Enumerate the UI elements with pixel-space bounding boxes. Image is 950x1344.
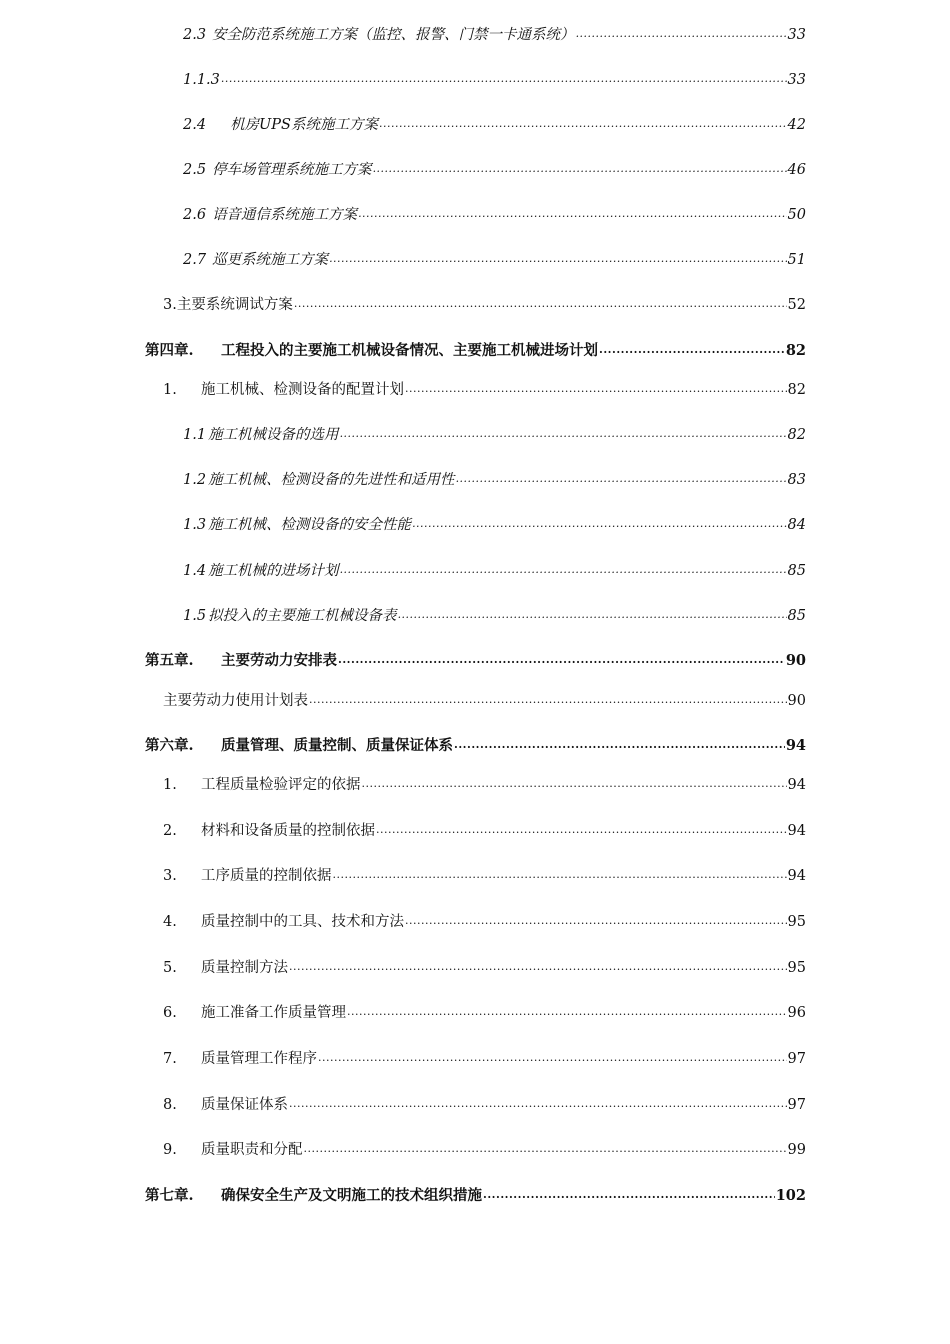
toc-title: 施工机械设备的选用 xyxy=(208,427,339,443)
toc-number: 1.1.3 xyxy=(183,72,220,88)
toc-number: 3. xyxy=(163,297,177,313)
toc-page-number: 94 xyxy=(787,777,806,793)
toc-title: 确保安全生产及文明施工的技术组织措施 xyxy=(221,1187,482,1204)
toc-page-number: 95 xyxy=(787,960,806,976)
toc-leader-dots xyxy=(454,738,785,752)
toc-title: 机房UPS系统施工方案 xyxy=(230,117,378,133)
toc-number: 2.6 xyxy=(183,207,207,223)
toc-title: 质量职责和分配 xyxy=(201,1142,303,1158)
toc-number: 8. xyxy=(163,1097,177,1113)
toc-entry[interactable] xyxy=(183,558,806,580)
toc-number: 4. xyxy=(163,914,177,930)
toc-chapter-number: 第七章. xyxy=(145,1187,194,1204)
toc-page-number: 42 xyxy=(787,117,806,133)
toc-leader-dots xyxy=(376,823,787,837)
toc-entry[interactable] xyxy=(183,467,806,489)
toc-number: 1. xyxy=(163,382,177,398)
toc-chapter-entry[interactable] xyxy=(145,338,806,360)
toc-leader-dots xyxy=(338,653,785,667)
toc-number: 1.4 xyxy=(183,563,207,579)
toc-leader-dots xyxy=(304,1142,787,1156)
toc-title: 质量管理、质量控制、质量保证体系 xyxy=(221,737,453,754)
toc-number: 1.2 xyxy=(183,472,207,488)
toc-page-number: 84 xyxy=(787,517,806,533)
toc-title: 质量控制方法 xyxy=(201,960,288,976)
toc-entry[interactable] xyxy=(183,157,806,179)
toc-title: 施工机械、检测设备的配置计划 xyxy=(201,382,404,398)
toc-title: 拟投入的主要施工机械设备表 xyxy=(208,608,397,624)
toc-entry[interactable] xyxy=(183,512,806,534)
toc-leader-dots xyxy=(358,207,786,221)
toc-leader-dots xyxy=(405,382,787,396)
toc-title: 材料和设备质量的控制依据 xyxy=(201,823,375,839)
toc-leader-dots xyxy=(289,1097,787,1111)
toc-entry[interactable] xyxy=(163,1000,806,1022)
toc-title: 施工机械的进场计划 xyxy=(208,563,339,579)
toc-number: 3. xyxy=(163,868,177,884)
toc-title: 质量管理工作程序 xyxy=(201,1051,317,1067)
toc-number: 2.7 xyxy=(183,252,207,268)
toc-chapter-entry[interactable] xyxy=(145,733,806,755)
toc-leader-dots xyxy=(456,472,787,486)
toc-number: 1.5 xyxy=(183,608,207,624)
toc-page-number: 82 xyxy=(787,382,806,398)
toc-number: 2.4 xyxy=(183,117,207,133)
toc-entry[interactable] xyxy=(163,1092,806,1114)
toc-title: 巡更系统施工方案 xyxy=(212,252,329,268)
toc-page-number: 96 xyxy=(787,1005,806,1021)
toc-title: 安全防范系统施工方案（监控、报警、门禁一卡通系统） xyxy=(212,27,575,43)
toc-number: 2.5 xyxy=(183,162,207,178)
toc-leader-dots xyxy=(333,868,787,882)
toc-leader-dots xyxy=(405,914,787,928)
toc-leader-dots xyxy=(412,517,786,531)
toc-page-number: 97 xyxy=(787,1051,806,1067)
toc-number: 1.1 xyxy=(183,427,207,443)
toc-title: 主要劳动力安排表 xyxy=(221,652,337,669)
toc-number: 5. xyxy=(163,960,177,976)
toc-number: 6. xyxy=(163,1005,177,1021)
toc-page-number: 52 xyxy=(787,297,806,313)
toc-entry[interactable] xyxy=(163,377,806,399)
toc-page-number: 83 xyxy=(787,472,806,488)
toc-page-number: 85 xyxy=(787,563,806,579)
toc-leader-dots xyxy=(599,343,785,357)
toc-chapter-number: 第五章. xyxy=(145,652,194,669)
toc-leader-dots xyxy=(347,1005,787,1019)
toc-page-number: 90 xyxy=(785,652,806,669)
toc-title: 工序质量的控制依据 xyxy=(201,868,332,884)
toc-leader-dots xyxy=(318,1051,787,1065)
toc-entry[interactable] xyxy=(163,1137,806,1159)
toc-title: 停车场管理系统施工方案 xyxy=(212,162,372,178)
toc-title: 工程质量检验评定的依据 xyxy=(201,777,361,793)
toc-title: 质量控制中的工具、技术和方法 xyxy=(201,914,404,930)
toc-number: 2. xyxy=(163,823,177,839)
toc-leader-dots xyxy=(373,162,787,176)
toc-leader-dots xyxy=(329,252,786,266)
toc-page-number: 33 xyxy=(787,72,806,88)
toc-entry[interactable] xyxy=(163,688,806,710)
toc-entry[interactable] xyxy=(163,818,806,840)
toc-leader-dots xyxy=(340,427,787,441)
toc-leader-dots xyxy=(362,777,787,791)
toc-entry[interactable] xyxy=(183,67,806,89)
toc-entry[interactable] xyxy=(163,292,806,314)
toc-chapter-number: 第四章. xyxy=(145,342,194,359)
toc-title: 主要劳动力使用计划表 xyxy=(163,693,308,709)
toc-entry[interactable] xyxy=(183,422,806,444)
toc-leader-dots xyxy=(221,72,787,86)
toc-number: 9. xyxy=(163,1142,177,1158)
toc-number: 2.3 xyxy=(183,27,207,43)
toc-entry[interactable] xyxy=(163,863,806,885)
toc-entry[interactable] xyxy=(163,1046,806,1068)
toc-number: 1. xyxy=(163,777,177,793)
toc-title: 施工机械、检测设备的安全性能 xyxy=(208,517,412,533)
toc-title: 施工准备工作质量管理 xyxy=(201,1005,346,1021)
toc-entry[interactable] xyxy=(163,955,806,977)
toc-entry[interactable] xyxy=(163,909,806,931)
toc-chapter-entry[interactable] xyxy=(145,648,806,670)
toc-chapter-number: 第六章. xyxy=(145,737,194,754)
toc-page-number: 94 xyxy=(785,737,806,754)
toc-page-number: 94 xyxy=(787,823,806,839)
toc-page-number: 97 xyxy=(787,1097,806,1113)
toc-page-number: 33 xyxy=(787,27,806,43)
toc-leader-dots xyxy=(309,693,787,707)
toc-chapter-entry[interactable] xyxy=(145,1183,806,1205)
toc-entry[interactable] xyxy=(183,247,806,269)
toc-page-number: 51 xyxy=(787,252,806,268)
toc-entry[interactable] xyxy=(183,603,806,625)
toc-page-number: 82 xyxy=(785,342,806,359)
toc-leader-dots xyxy=(379,117,787,131)
toc-page-number: 95 xyxy=(787,914,806,930)
toc-entry[interactable] xyxy=(183,112,806,134)
toc-page-number: 94 xyxy=(787,868,806,884)
toc-page-number: 46 xyxy=(787,162,806,178)
toc-title: 语音通信系统施工方案 xyxy=(212,207,358,223)
toc-title: 工程投入的主要施工机械设备情况、主要施工机械进场计划 xyxy=(221,342,598,359)
toc-title: 主要系统调试方案 xyxy=(176,297,293,313)
toc-leader-dots xyxy=(576,27,787,41)
toc-entry[interactable] xyxy=(183,22,806,44)
toc-number: 7. xyxy=(163,1051,177,1067)
toc-leader-dots xyxy=(398,608,787,622)
toc-title: 质量保证体系 xyxy=(201,1097,288,1113)
toc-leader-dots xyxy=(294,297,787,311)
toc-page-number: 50 xyxy=(787,207,806,223)
toc-title: 施工机械、检测设备的先进性和适用性 xyxy=(208,472,455,488)
toc-entry[interactable] xyxy=(163,772,806,794)
toc-leader-dots xyxy=(483,1188,775,1202)
toc-page-number: 102 xyxy=(775,1187,806,1204)
toc-page-number: 99 xyxy=(787,1142,806,1158)
toc-page-number: 85 xyxy=(787,608,806,624)
toc-leader-dots xyxy=(289,960,787,974)
toc-number: 1.3 xyxy=(183,517,207,533)
toc-page-number: 90 xyxy=(787,693,806,709)
toc-leader-dots xyxy=(340,563,787,577)
toc-entry[interactable] xyxy=(183,202,806,224)
toc-page-number: 82 xyxy=(787,427,806,443)
